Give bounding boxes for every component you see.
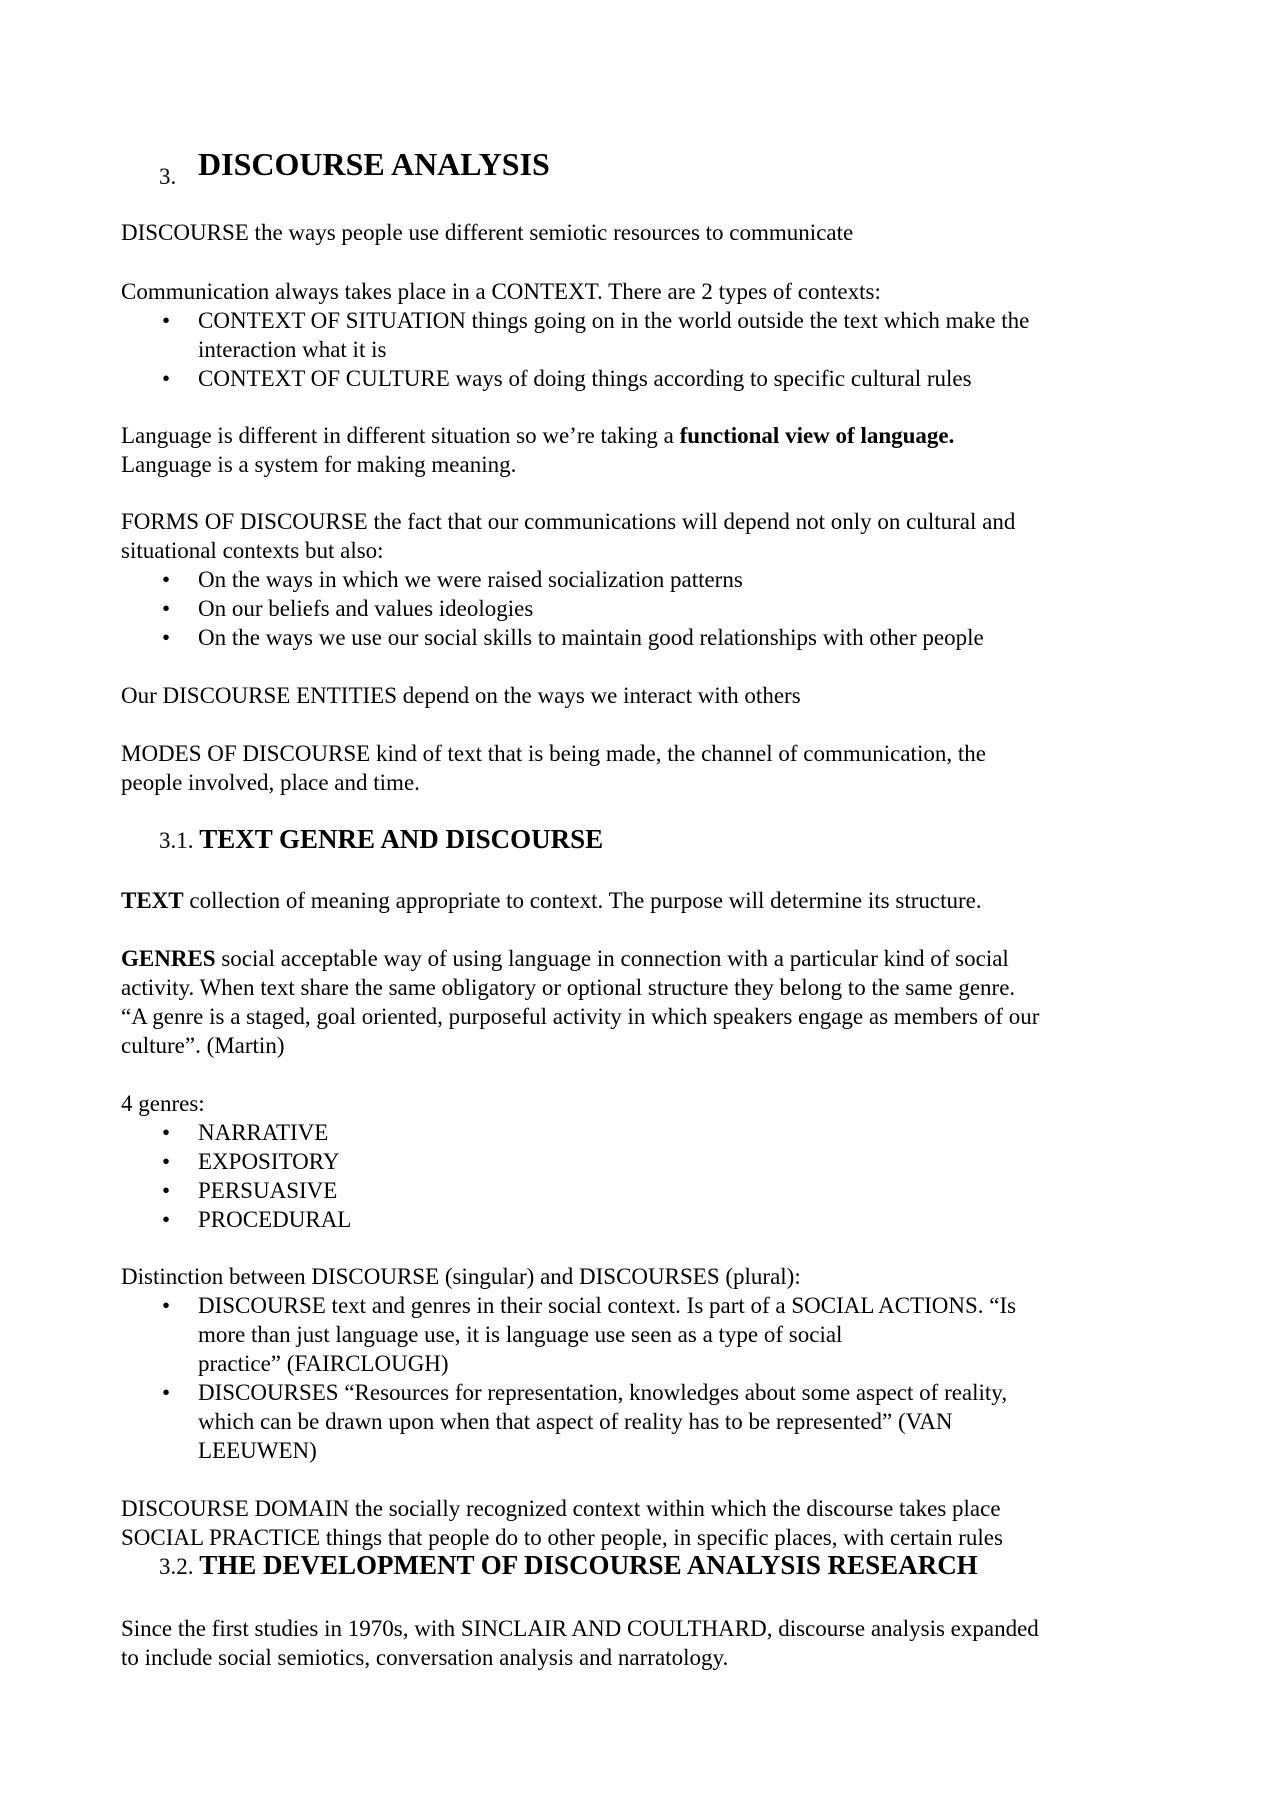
language-bold: functional view of language. <box>679 423 955 448</box>
paragraph-genres-line2: activity. When text share the same obligatory or optional structure they belong to the same genre. <box>121 975 1016 1000</box>
paragraph-4-genres: 4 genres: <box>121 1091 205 1116</box>
paragraph-modes: MODES OF DISCOURSE kind of text that is being made, the channel of communication, the <box>121 741 986 766</box>
paragraph-genres-line4: culture”. (Martin) <box>121 1033 285 1058</box>
subsection-title: THE DEVELOPMENT OF DISCOURSE ANALYSIS RESEARCH <box>199 1550 978 1580</box>
paragraph-forms: FORMS OF DISCOURSE the fact that our communications will depend not only on cultural and <box>121 509 1016 534</box>
subsection-number: 3.1. <box>159 828 194 853</box>
bullet-marker: • <box>162 1149 171 1174</box>
list-item-context-culture: CONTEXT OF CULTURE ways of doing things according to specific cultural rules <box>198 366 972 391</box>
paragraph-entities: Our DISCOURSE ENTITIES depend on the ways we interact with others <box>121 683 801 708</box>
bullet-marker: • <box>162 1120 171 1145</box>
paragraph-forms-line2: situational contexts but also: <box>121 538 384 563</box>
subsection-number: 3.2. <box>159 1554 194 1579</box>
list-item-genre: EXPOSITORY <box>198 1149 340 1174</box>
section-title: DISCOURSE ANALYSIS <box>198 146 550 182</box>
paragraph-text-definition <box>121 886 982 915</box>
paragraph-since-line2: to include social semiotics, conversation analysis and narratology. <box>121 1645 729 1670</box>
bullet-marker: • <box>162 1293 171 1318</box>
bullet-marker: • <box>162 308 171 333</box>
bullet-marker: • <box>162 1380 171 1405</box>
list-item-discourse-cont: practice” (FAIRCLOUGH) <box>198 1351 449 1376</box>
section-number: 3. <box>159 164 177 189</box>
list-item-genre: PROCEDURAL <box>198 1207 352 1232</box>
subsection-heading-3-2 <box>159 1551 978 1581</box>
paragraph-discourse-domain: DISCOURSE DOMAIN the socially recognized context within which the discourse takes place <box>121 1496 1001 1521</box>
bullet-marker: • <box>162 625 171 650</box>
paragraph-discourse-definition: DISCOURSE the ways people use different semiotic resources to communicate <box>121 220 854 245</box>
list-item-forms: On our beliefs and values ideologies <box>198 596 534 621</box>
language-text: Language is different in different situation so we’re taking a <box>121 423 680 448</box>
list-item-context-situation: CONTEXT OF SITUATION things going on in the world outside the text which make the <box>198 308 1030 333</box>
paragraph-since: Since the first studies in 1970s, with SINCLAIR AND COULTHARD, discourse analysis expanded <box>121 1616 1039 1641</box>
subsection-heading-3-1 <box>159 825 603 855</box>
bullet-marker: • <box>162 1207 171 1232</box>
list-item-discourse-cont: more than just language use, it is language use seen as a type of social <box>198 1322 843 1347</box>
paragraph-language <box>121 421 954 450</box>
bullet-marker: • <box>162 567 171 592</box>
list-item-discourses-cont: which can be drawn upon when that aspect of reality has to be represented” (VAN <box>198 1409 953 1434</box>
text-definition: collection of meaning appropriate to context. The purpose will determine its structure. <box>183 888 982 913</box>
genres-definition: social acceptable way of using language in connection with a particular kind of social <box>215 946 1009 971</box>
list-item-context-situation-cont: interaction what it is <box>198 337 387 362</box>
list-item-genre: NARRATIVE <box>198 1120 329 1145</box>
list-item-discourse: DISCOURSE text and genres in their social context. Is part of a SOCIAL ACTIONS. “Is <box>198 1293 1017 1318</box>
bullet-marker: • <box>162 366 171 391</box>
bullet-marker: • <box>162 596 171 621</box>
paragraph-modes-line2: people involved, place and time. <box>121 770 420 795</box>
paragraph-context: Communication always takes place in a CONTEXT. There are 2 types of contexts: <box>121 279 881 304</box>
bullet-marker: • <box>162 1178 171 1203</box>
list-item-forms: On the ways in which we were raised socialization patterns <box>198 567 743 592</box>
paragraph-distinction: Distinction between DISCOURSE (singular) and DISCOURSES (plural): <box>121 1264 801 1289</box>
paragraph-genres <box>121 944 1009 973</box>
term-text: TEXT <box>121 888 184 913</box>
paragraph-genres-line3: “A genre is a staged, goal oriented, purposeful activity in which speakers engage as members of our <box>121 1004 1040 1029</box>
list-item-discourses: DISCOURSES “Resources for representation, knowledges about some aspect of reality, <box>198 1380 1008 1405</box>
paragraph-language-line2: Language is a system for making meaning. <box>121 452 517 477</box>
list-item-forms: On the ways we use our social skills to maintain good relationships with other people <box>198 625 984 650</box>
term-genres: GENRES <box>121 946 216 971</box>
subsection-title: TEXT GENRE AND DISCOURSE <box>199 824 604 854</box>
list-item-discourses-cont: LEEUWEN) <box>198 1438 317 1463</box>
paragraph-social-practice: SOCIAL PRACTICE things that people do to other people, in specific places, with certain rules <box>121 1525 1003 1550</box>
list-item-genre: PERSUASIVE <box>198 1178 338 1203</box>
